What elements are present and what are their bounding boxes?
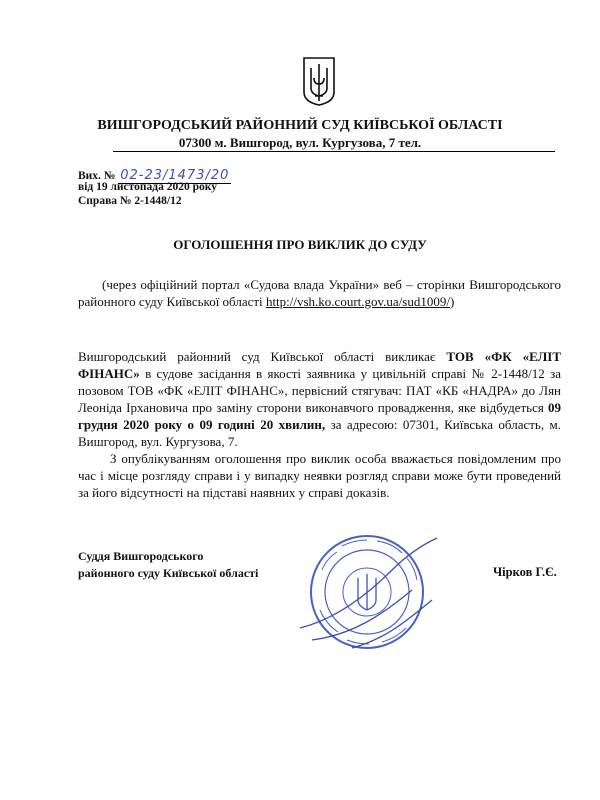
trident-emblem-icon — [301, 56, 337, 106]
portal-note — [78, 276, 561, 310]
summons-text-b: в судове засідання в якості заявника у цивільній справі № 2-1448/12 за позовом ТОВ «ФК «ЕЛІТ ФІНАНС», первісний стягувач: ПАТ «КБ «НАДРА» до Лян Леоніда Ірхановича про заміну сторони виконавчого провадження, яке відбудеться — [78, 366, 561, 415]
header-divider — [113, 151, 555, 152]
portal-url-link[interactable]: http://vsh.ko.court.gov.ua/sud1009/ — [265, 294, 450, 309]
document-date: від 19 листопада 2020 року — [78, 181, 217, 193]
outgoing-number-label: Вих. № — [78, 170, 116, 182]
judge-title — [78, 548, 258, 582]
case-number: Справа № 2-1448/12 — [78, 195, 182, 207]
document-title: ОГОЛОШЕННЯ ПРО ВИКЛИК ДО СУДУ — [173, 237, 427, 252]
court-seal-stamp-icon — [292, 530, 442, 655]
judge-title-line2: районного суду Київської області — [78, 566, 259, 580]
company-name: ТОВ «ФК «ЕЛІТ ФІНАНС» — [78, 349, 562, 381]
judge-name: Чірков Г.Є. — [493, 565, 557, 579]
judge-title-line1: Суддя Вишгородського — [78, 549, 204, 563]
court-name: ВИШГОРОДСЬКИЙ РАЙОННИЙ СУД КИЇВСЬКОЇ ОБЛАСТІ — [97, 118, 503, 133]
summons-paragraph — [78, 348, 561, 450]
portal-note-text: (через офіційний портал «Судова влада України» веб – сторінки Вишгородського районного суду Київської області — [78, 277, 561, 309]
outgoing-number-handwritten: 02-23/1473/20 — [120, 168, 230, 183]
summons-text-c: за адресою: 07301, Київська область, м. Вишгород, вул. Кургузова, 7. — [78, 417, 561, 449]
portal-note-close: ) — [449, 294, 455, 309]
notice-paragraph: З опублікуванням оголошення про виклик особа вважається повідомленим про час і місце розгляду справи і у випадку неявки розгляд справи може бути проведений за його відсутності на підставі наявних у справі доказів. — [78, 451, 561, 500]
summons-text-a: Вишгородський районний суд Київської області викликає — [78, 349, 447, 364]
hearing-datetime: 09 грудня 2020 року о 09 годині 20 хвилин, — [78, 400, 561, 432]
court-address: 07300 м. Вишгород, вул. Кургузова, 7 тел. — [178, 135, 422, 150]
